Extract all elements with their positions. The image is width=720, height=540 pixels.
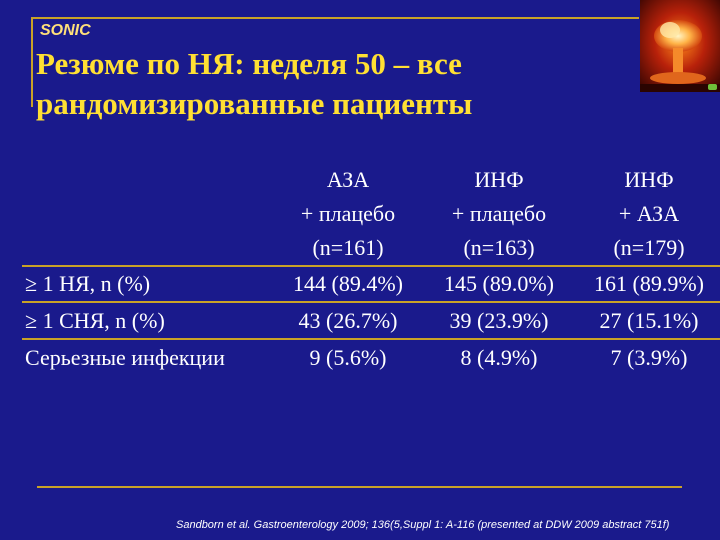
table-cell: 145 (89.0%) bbox=[444, 271, 554, 296]
title-line-2: рандомизированные пациенты bbox=[36, 86, 473, 121]
row-label: ≥ 1 НЯ, n (%) bbox=[25, 271, 151, 296]
row-divider bbox=[22, 338, 720, 340]
citation-text: Sandborn et al. Gastroenterology 2009; 136(5,Suppl 1: A-116 (presented at DDW 2009 abstract 751f) bbox=[176, 519, 670, 531]
row-label: ≥ 1 СНЯ, n (%) bbox=[25, 308, 165, 333]
table-cell: 39 (23.9%) bbox=[449, 308, 549, 333]
table-cell: 161 (89.9%) bbox=[594, 271, 704, 296]
table-cell: 8 (4.9%) bbox=[460, 345, 538, 370]
slide-title bbox=[36, 44, 636, 124]
table-row bbox=[0, 271, 720, 311]
row-label: Серьезные инфекции bbox=[25, 345, 225, 370]
header-frame-top bbox=[31, 17, 639, 19]
table-cell: 27 (15.1%) bbox=[599, 308, 699, 333]
header-divider bbox=[22, 265, 720, 267]
table-cell: 144 (89.4%) bbox=[293, 271, 403, 296]
table-row bbox=[0, 308, 720, 348]
table-row bbox=[0, 345, 720, 385]
thumbnail-badge-icon bbox=[708, 84, 717, 90]
row-divider bbox=[22, 301, 720, 303]
column-header-inf-placebo: ИНФ + плацебо (n=163) bbox=[451, 167, 547, 260]
column-header-aza-placebo: АЗА + плацебо (n=161) bbox=[300, 167, 396, 260]
header-frame-left bbox=[31, 17, 33, 107]
explosion-thumbnail-image bbox=[640, 0, 720, 92]
brand-label: SONIC bbox=[40, 22, 91, 39]
title-line-1: Резюме по НЯ: неделя 50 – все bbox=[36, 46, 462, 81]
table-cell: 43 (26.7%) bbox=[298, 308, 398, 333]
table-cell: 9 (5.6%) bbox=[309, 345, 387, 370]
column-header-inf-aza: ИНФ + АЗА (n=179) bbox=[613, 167, 685, 260]
table-cell: 7 (3.9%) bbox=[610, 345, 688, 370]
footer-divider bbox=[37, 486, 682, 488]
